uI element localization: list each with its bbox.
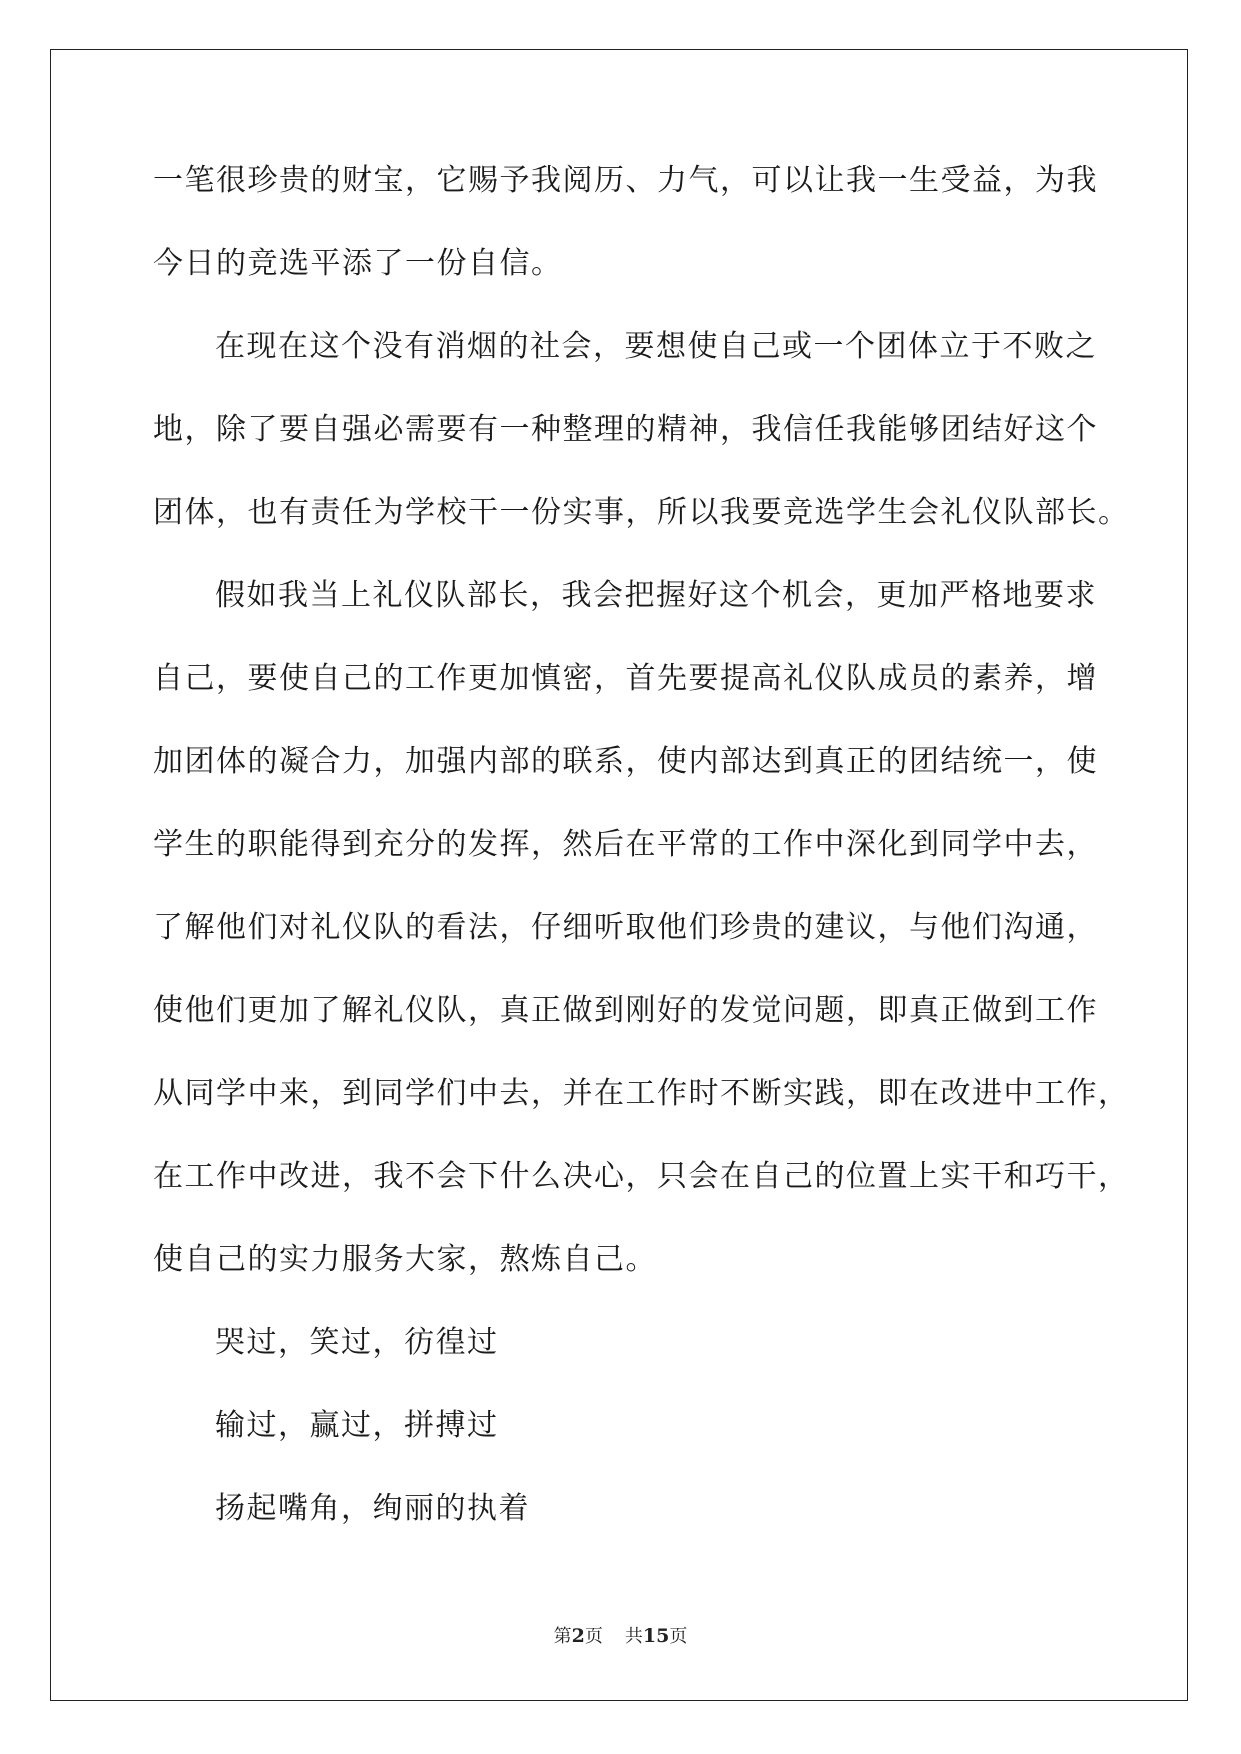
text-line: 在现在这个没有消烟的社会，要想使自己或一个团体立于不败之 (215, 329, 1097, 364)
text-line: 团体，也有责任为学校干一份实事，所以我要竞选学生会礼仪队部长。 (153, 495, 1130, 530)
text-line: 在工作中改进，我不会下什么决心，只会在自己的位置上实干和巧干， (153, 1159, 1130, 1194)
text-line: 学生的职能得到充分的发挥，然后在平常的工作中深化到同学中去， (153, 827, 1098, 862)
page-number-current: 2 (571, 1625, 585, 1647)
page-number-prefix: 第 (553, 1626, 572, 1647)
page-total-prefix: 共 (624, 1626, 643, 1647)
text-line: 一笔很珍贵的财宝，它赐予我阅历、力气，可以让我一生受益，为我 (153, 163, 1098, 198)
text-line: 假如我当上礼仪队部长，我会把握好这个机会，更加严格地要求 (215, 578, 1097, 613)
text-line: 使自己的实力服务大家，熬炼自己。 (153, 1242, 657, 1277)
text-line: 使他们更加了解礼仪队，真正做到刚好的发觉问题，即真正做到工作 (153, 993, 1098, 1028)
text-line: 哭过，笑过，彷徨过 (215, 1325, 499, 1360)
text-line: 地，除了要自强必需要有一种整理的精神，我信任我能够团结好这个 (153, 412, 1098, 447)
text-line: 今日的竞选平添了一份自信。 (153, 246, 563, 281)
text-line: 扬起嘴角，绚丽的执着 (215, 1491, 530, 1526)
page-number-suffix: 页 (584, 1626, 603, 1647)
text-line: 了解他们对礼仪队的看法，仔细听取他们珍贵的建议，与他们沟通， (153, 910, 1098, 945)
page-footer (0, 1622, 1241, 1648)
text-line: 加团体的凝合力，加强内部的联系，使内部达到真正的团结统一，使 (153, 744, 1098, 779)
page-total-suffix: 页 (669, 1626, 688, 1647)
text-line: 自己，要使自己的工作更加慎密，首先要提高礼仪队成员的素养，增 (153, 661, 1098, 696)
text-line: 输过，赢过，拼搏过 (215, 1408, 499, 1443)
page-number-total: 15 (642, 1625, 670, 1647)
text-line: 从同学中来，到同学们中去，并在工作时不断实践，即在改进中工作， (153, 1076, 1130, 1111)
document-body (153, 161, 1130, 1572)
